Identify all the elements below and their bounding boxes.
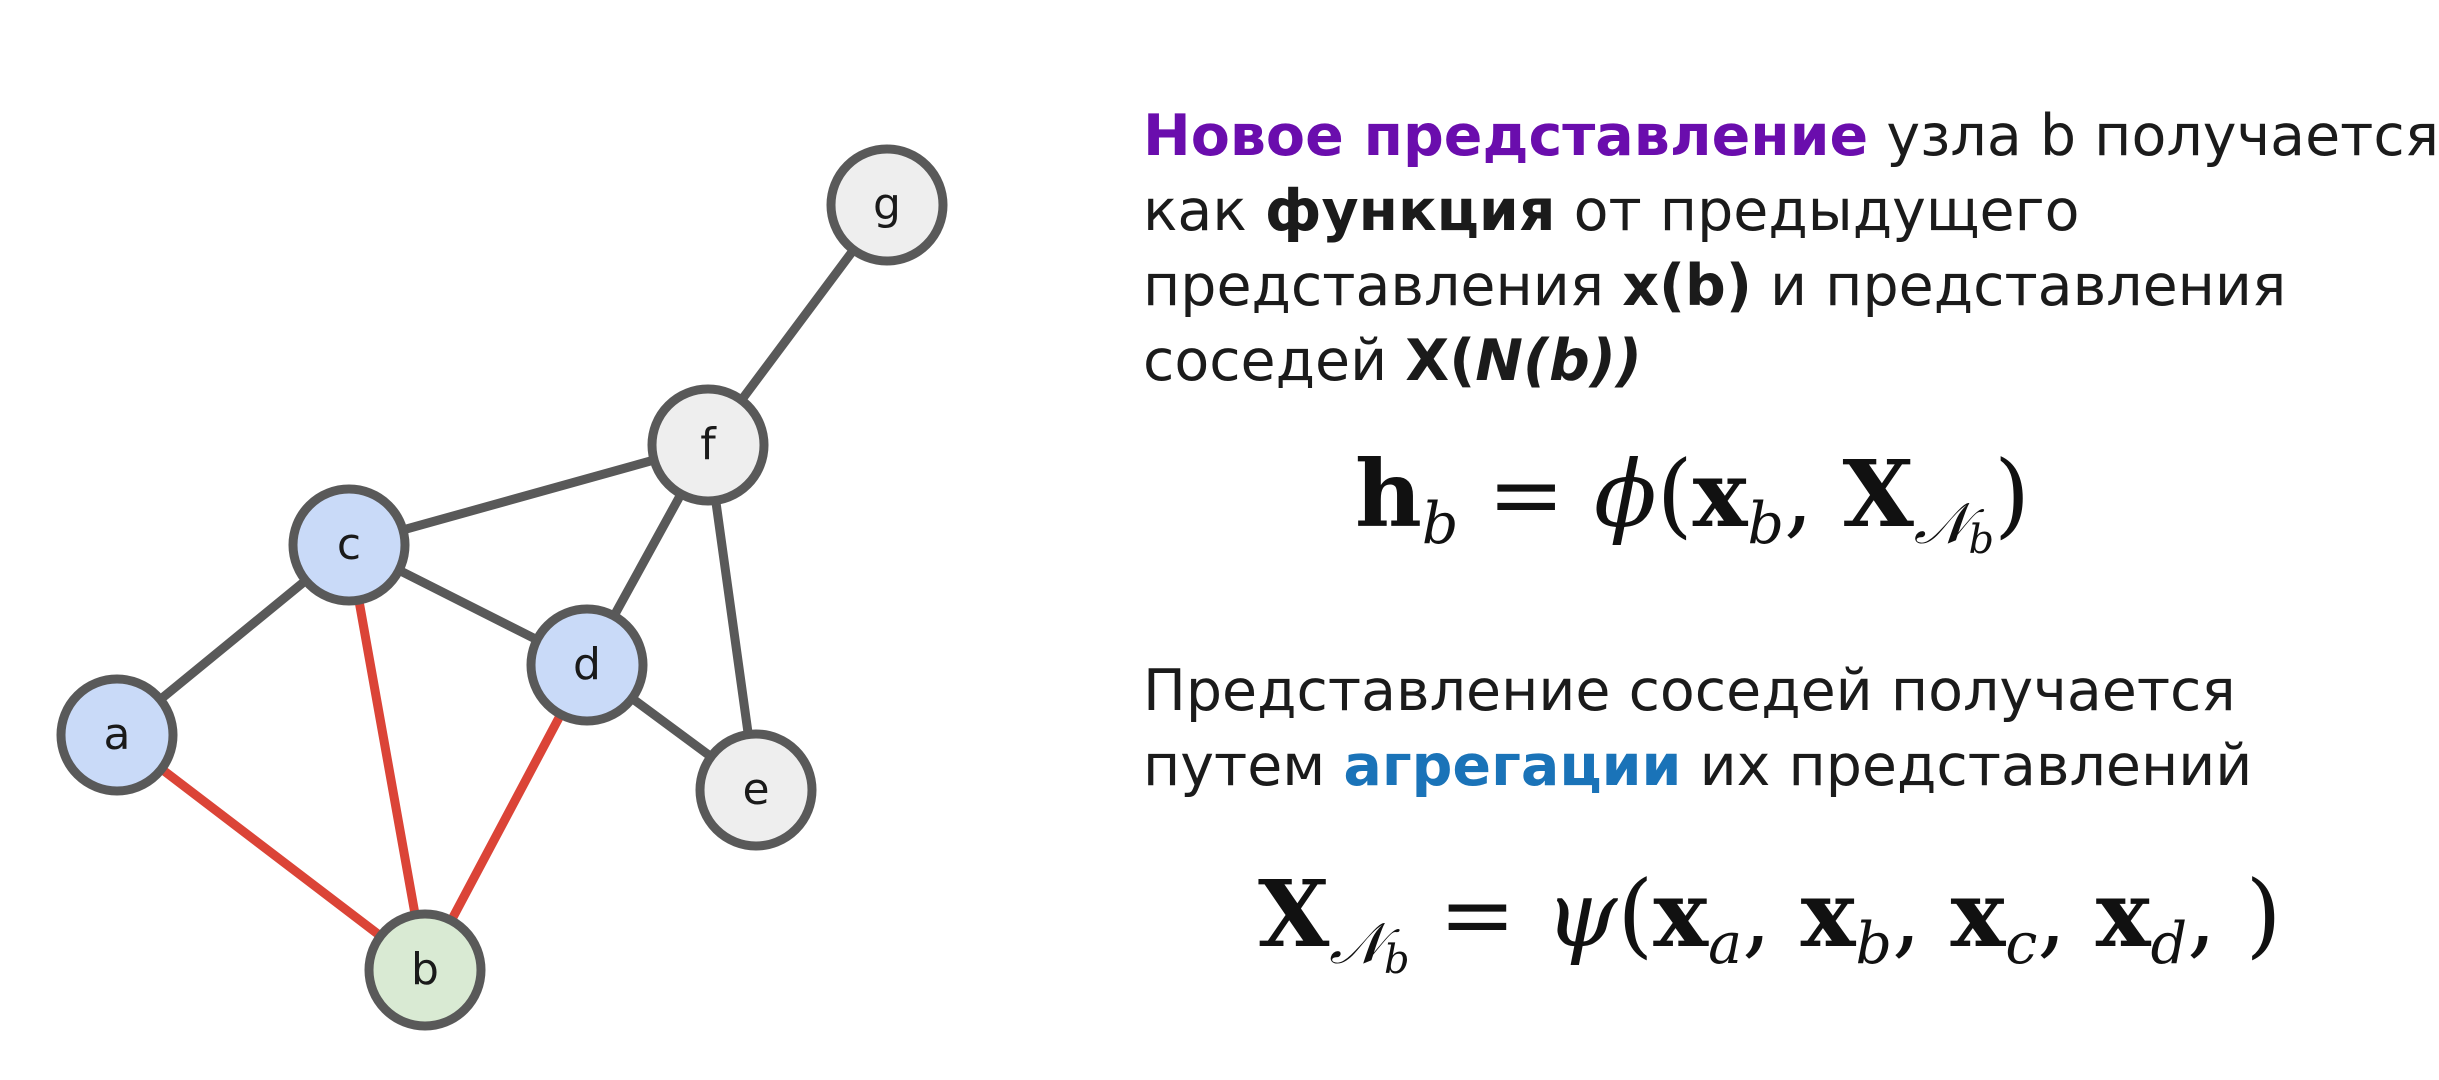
edge-c-b	[349, 545, 425, 970]
node-g	[831, 149, 943, 261]
node-b	[369, 914, 481, 1026]
text-line-2: как функция от предыдущего	[1143, 178, 2080, 244]
node-label-a: a	[103, 709, 131, 760]
text-line-5: Представление соседей получается	[1143, 658, 2236, 724]
text-line-6: путем агрегации их представлений	[1143, 733, 2253, 799]
function-term: функция	[1264, 178, 1556, 244]
node-label-c: c	[336, 519, 362, 570]
node-a	[61, 679, 173, 791]
xb-term: x(b)	[1622, 253, 1752, 319]
graph-edges	[117, 205, 887, 970]
node-label-g: g	[873, 179, 901, 230]
aggregation-description	[1143, 654, 2252, 804]
text-line-1: Новое представление узла b получается	[1143, 103, 2439, 169]
node-label-b: b	[411, 944, 439, 995]
graph-diagram	[0, 0, 1100, 1080]
node-label-d: d	[573, 639, 601, 690]
update-formula: $h_b = \phi(x_b$, $X_{𝒩b}$)	[1355, 440, 2030, 564]
node-c	[293, 489, 405, 601]
node-label-e: e	[742, 764, 770, 815]
graph-nodes	[61, 149, 943, 1026]
node-label-f: f	[700, 419, 716, 470]
node-e	[700, 734, 812, 846]
node-d	[531, 609, 643, 721]
text-line-4: соседей X(N(b))	[1143, 328, 1642, 394]
text-line-3: представления x(b) и представления	[1143, 253, 2287, 319]
node-f	[652, 389, 764, 501]
xnb-term-part2: N(b))	[1475, 328, 1642, 394]
aggregation-term: агрегации	[1343, 733, 1682, 799]
node-update-description	[1143, 99, 2439, 399]
aggregation-formula: $X_{𝒩b} = \psi(x_a$, $x_b$, $x_c$, $x_d$, )	[1258, 860, 2282, 984]
new-representation-term: Новое представление	[1143, 103, 1869, 169]
xnb-term-part1: X(	[1405, 328, 1476, 394]
